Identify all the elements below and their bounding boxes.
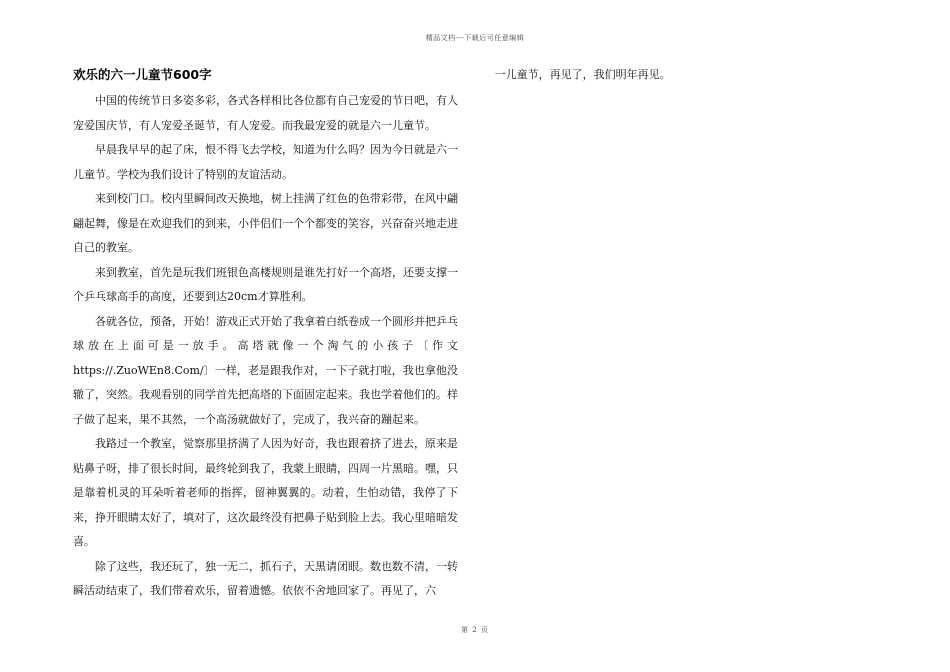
- paragraph-4: 来到教室，首先是玩我们班银色高楼规则是谁先打好一个高塔，还要支撑一个乒乓球高手的高度，还要到达20cm才算胜利。: [73, 265, 458, 303]
- paragraph-2: 早晨我早早的起了床，恨不得飞去学校，知道为什么吗？因为今日就是六一儿童节。学校为我们设计了特别的友谊活动。: [73, 143, 458, 181]
- paragraph-continuation: 一儿童节，再见了，我们明年再见。: [494, 68, 671, 81]
- paragraph-1: 中国的传统节日多姿多彩，各式各样相比各位都有自己宠爱的节日吧，有人宠爱国庆节，有人宠爱圣诞节，有人宠爱。而我最宠爱的就是六一儿童节。: [73, 94, 458, 132]
- article-title: 欢乐的六一儿童节600字: [73, 67, 212, 82]
- right-column: [488, 66, 873, 84]
- left-column: [73, 66, 458, 604]
- paragraph-7: 除了这些，我还玩了，独一无二，抓石子，天黑请闭眼。数也数不清，一转瞬活动结束了，我们带着欢乐，留着遗憾。依依不舍地回家了。再见了，六: [73, 559, 458, 597]
- page-number: 第 2 页: [461, 626, 489, 634]
- paragraph-6: 我路过一个教室，觉察那里挤满了人因为好奇，我也跟着挤了进去，原来是贴鼻子呀，排了很长时间，最终轮到我了，我蒙上眼睛，四周一片黑暗。嘿，只是靠着机灵的耳朵听着老师的指挥，留神翼翼的。动着，生怕动错，我停了下来，挣开眼睛太好了，填对了，这次最终没有把鼻子贴到脸上去。我心里暗暗发喜。: [73, 437, 458, 548]
- paragraph-5: 各就各位，预备，开始！游戏正式开始了我拿着白纸卷成一个圆形并把乒乓球放在上面可是一放手。高塔就像一个淘气的小孩子〔作文https://.ZuoWEn8.Com/〕一样，老是跟我作对，一下子就打啦，我也拿他没辙了，突然。我观看别的同学首先把高塔的下面固定起来。我也学着他们的。样子做了起来，果不其然，一个高汤就做好了，完成了，我兴奋的蹦起来。: [73, 314, 458, 426]
- paragraph-3: 来到校门口。校内里瞬间改天换地，树上挂满了红色的色带彩带，在风中翩翩起舞，像是在欢迎我们的到来，小伴侣们一个个都变的笑容，兴奋奋兴地走进自己的教室。: [73, 192, 458, 254]
- page-header: 精品文档---下载后可任意编辑: [425, 34, 525, 42]
